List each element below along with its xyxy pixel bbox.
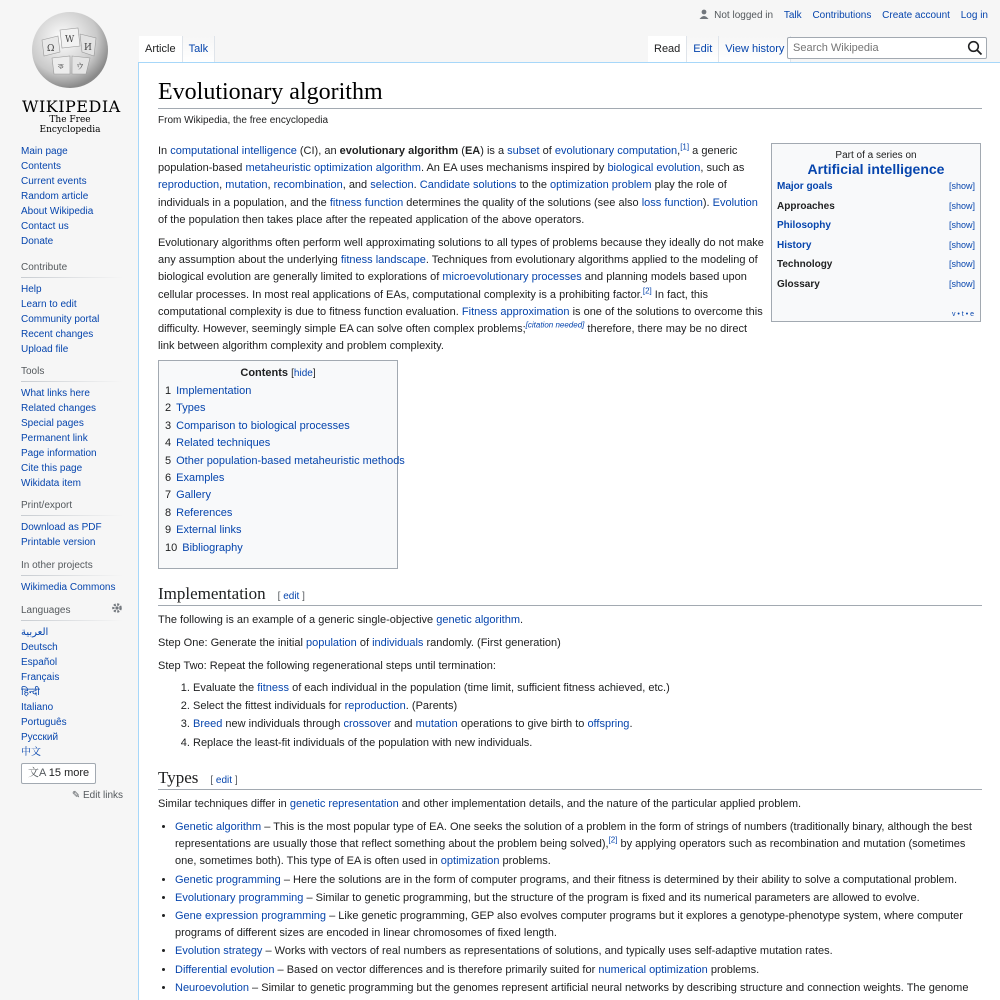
step-two: Step Two: Repeat the following regenerational steps until termination: <box>158 660 496 672</box>
not-logged-in-text: Not logged in <box>714 10 774 21</box>
tool-page-information[interactable]: Page information <box>21 448 97 459</box>
link-fitness[interactable]: fitness <box>257 682 290 694</box>
series-row-label[interactable]: Major goals <box>777 181 833 192</box>
series-row-philosophy[interactable] <box>777 220 975 240</box>
toc-item[interactable] <box>165 505 391 522</box>
link-differential-evolution[interactable]: Differential evolution <box>175 963 275 976</box>
sidebar <box>0 0 138 1000</box>
toc-link[interactable]: Gallery <box>176 489 211 502</box>
toc-item[interactable] <box>165 487 391 504</box>
projects-portal <box>21 558 123 595</box>
link-mutation[interactable]: mutation <box>225 179 268 192</box>
section-heading-implementation: Implementation [ edit ] <box>158 584 982 606</box>
list-item: • Genetic programming – Here the solutions are in the form of computer programs, and their fitness is determined by their ability to solve a computational problem. <box>175 872 983 889</box>
nav-contents[interactable]: Contents <box>21 161 62 172</box>
link-fitness-function[interactable]: fitness function <box>329 196 404 209</box>
project-wikimedia-commons[interactable]: Wikimedia Commons <box>21 582 116 593</box>
series-pretitle: Part of a series on <box>835 150 917 161</box>
ai-series-sidebox <box>771 143 981 322</box>
series-row-glossary[interactable] <box>777 279 975 299</box>
toc-number: 7 <box>165 489 172 502</box>
pencil-icon: ✎ <box>71 790 81 801</box>
table-of-contents <box>158 360 405 569</box>
link-loss-function[interactable]: loss function <box>641 196 703 209</box>
series-row-label: Approaches <box>777 200 835 212</box>
nav-help[interactable]: Help <box>21 284 42 295</box>
link-candidate-solutions[interactable]: Candidate solutions <box>419 179 517 192</box>
search-box <box>787 37 987 59</box>
list-item: • Evolutionary programming – Similar to genetic programming, but the structure of the program is fixed and its numerical parameters are allowed to evolve. <box>175 890 983 907</box>
series-row-history[interactable] <box>777 240 975 260</box>
namespace-tabs <box>139 36 215 62</box>
svg-text:W: W <box>65 35 75 45</box>
toc-link[interactable]: Examples <box>176 471 225 484</box>
link-computational-intelligence[interactable]: computational intelligence <box>170 145 297 157</box>
show-toggle[interactable]: [show] <box>948 200 975 211</box>
list-item: • Gene expression programming – Like genetic programming, GEP also evolves computer programs but it explores a genotype-phenotype system, where computer programs of different sizes are encoded in linear chromosomes of fixed length. <box>175 908 983 942</box>
nav-learn-to-edit[interactable]: Learn to edit <box>21 299 77 310</box>
log-in-link[interactable]: Log in <box>960 10 988 21</box>
step-one: Step One: Generate the initial population of individuals randomly. (First generation) <box>158 637 561 649</box>
types-list <box>159 819 983 998</box>
tools-heading: Tools <box>21 364 123 382</box>
edit-links-label: Edit links <box>82 790 123 801</box>
toc-link[interactable]: Comparison to biological processes <box>176 419 350 432</box>
link-numerical-optimization[interactable]: numerical optimization <box>598 963 708 976</box>
link-metaheuristic[interactable]: metaheuristic <box>245 162 311 175</box>
projects-heading: In other projects <box>21 558 123 576</box>
tab-article[interactable]: Article <box>139 36 183 62</box>
toc-link[interactable]: Other population-based metaheuristic methods <box>176 454 405 467</box>
more-languages-label: 15 more <box>48 767 90 779</box>
link-fitness-approximation[interactable]: Fitness approximation <box>461 305 570 318</box>
toc-item[interactable] <box>165 383 391 400</box>
link-reproduction-2[interactable]: reproduction <box>344 700 406 713</box>
list-item: • Differential evolution – Based on vector differences and is therefore primarily suited for numerical optimization problems. <box>175 962 983 979</box>
toc-number: 5 <box>165 454 172 467</box>
toc-number: 3 <box>165 419 172 432</box>
types-intro: Similar techniques differ in genetic representation and other implementation details, and the nature of the particular applied problem. <box>158 798 802 810</box>
print-heading: Print/export <box>21 498 123 516</box>
link-microevolutionary-processes[interactable]: microevolutionary processes <box>442 271 582 284</box>
toc-item[interactable] <box>165 522 391 539</box>
list-item: • Evolution strategy – Works with vectors of real numbers as representations of solutions, and typically uses self-adaptive mutation rates. <box>175 943 983 960</box>
series-row-label[interactable]: History <box>777 239 812 251</box>
toc-item[interactable] <box>165 540 391 557</box>
tool-wikidata-item[interactable]: Wikidata item <box>21 478 82 489</box>
list-item: 3. Breed new individuals through crossover and mutation operations to give birth to offspring. <box>193 715 670 733</box>
tab-edit[interactable]: Edit <box>687 36 719 62</box>
link-population[interactable]: population <box>305 637 357 649</box>
languages-heading <box>21 603 123 621</box>
section-heading-types: Types [ edit ] <box>158 768 982 790</box>
languages-portal <box>21 603 123 803</box>
show-toggle[interactable]: [show] <box>948 259 975 270</box>
translate-icon: 文A <box>28 767 46 779</box>
series-row-label[interactable]: Philosophy <box>777 220 831 232</box>
section-edit-link[interactable]: edit <box>215 775 233 786</box>
lang-arabic[interactable]: العربية <box>21 627 49 638</box>
lang-portugues[interactable]: Português <box>21 717 67 728</box>
lang-deutsch[interactable]: Deutsch <box>21 642 58 653</box>
toc-link[interactable]: Related techniques <box>176 437 271 450</box>
link-evolution[interactable]: Evolution <box>712 196 758 209</box>
section-title: Types <box>158 768 199 787</box>
citation-2b[interactable]: [2] <box>608 835 618 845</box>
link-evolutionary-computation[interactable]: evolutionary computation <box>554 145 678 157</box>
nav-main-page[interactable]: Main page <box>21 146 68 157</box>
nav-current-events[interactable]: Current events <box>21 176 87 187</box>
toc-link[interactable]: External links <box>176 524 242 537</box>
link-genetic-programming[interactable]: Genetic programming <box>175 873 281 886</box>
wikipedia-globe-icon <box>30 10 110 90</box>
link-optimization-algorithm[interactable]: optimization algorithm <box>313 162 421 175</box>
nav-contact[interactable]: Contact us <box>21 221 69 232</box>
toc-heading: Contents [hide] <box>240 367 316 379</box>
lead-paragraph-2: Evolutionary algorithms often perform well approximating solutions to all types of problems because they ideally do not make any assumption about the underlying fitness landscape. Techniques from evolutionary algorithms applied to the modeling of biological evolution are generally limited to explorations of microevolutionary processes and planning models based upon cellular processes. In most real applications of EAs, computational complexity is a prohibiting factor.[2] In fact, this computational complexity is due to fitness function evaluation. Fitness approximation is one of the solutions to overcome this difficulty. However, seemingly simple EA can solve often complex problems;[citation needed] therefore, there may be no direct link between algorithm complexity and problem complexity. <box>158 237 764 353</box>
series-row-technology[interactable] <box>777 259 975 279</box>
link-genetic-representation[interactable]: genetic representation <box>289 798 399 810</box>
show-toggle[interactable]: [show] <box>948 220 975 231</box>
link-breed[interactable]: Breed <box>193 718 223 731</box>
contributions-link[interactable]: Contributions <box>812 10 872 21</box>
show-toggle[interactable]: [show] <box>948 181 975 191</box>
link-crossover[interactable]: crossover <box>343 718 392 731</box>
link-gene-expression-programming[interactable]: Gene expression programming <box>175 910 327 923</box>
search-icon[interactable] <box>967 40 983 56</box>
toc-link[interactable]: Implementation <box>176 385 252 397</box>
nav-donate[interactable]: Donate <box>21 236 54 247</box>
link-evolutionary-programming[interactable]: Evolutionary programming <box>175 891 304 904</box>
toc-item[interactable] <box>165 418 391 435</box>
contribute-portal <box>21 260 123 357</box>
tool-related-changes[interactable]: Related changes <box>21 403 97 414</box>
svg-text:Ω: Ω <box>47 44 55 54</box>
toc-number: 4 <box>165 437 172 450</box>
show-toggle[interactable]: [show] <box>948 239 975 250</box>
toc-number: 2 <box>165 402 172 415</box>
tool-what-links-here[interactable]: What links here <box>21 388 90 399</box>
nav-community-portal[interactable]: Community portal <box>21 314 100 325</box>
toc-number: 1 <box>165 385 172 397</box>
toc-item[interactable] <box>165 400 391 417</box>
print-download-pdf[interactable]: Download as PDF <box>21 522 102 533</box>
link-neuroevolution[interactable]: Neuroevolution <box>175 981 249 994</box>
edit-links[interactable] <box>21 788 123 803</box>
tool-cite-this-page[interactable]: Cite this page <box>21 463 83 474</box>
list-item: 4. Replace the least-fit individuals of the population with new individuals. <box>193 734 670 752</box>
nav-upload-file[interactable]: Upload file <box>21 344 69 355</box>
section-edit-link[interactable]: edit <box>283 591 300 602</box>
toc-item[interactable] <box>165 435 391 452</box>
svg-text:ক: ক <box>58 62 64 71</box>
lang-chinese[interactable]: 中文 <box>21 747 41 758</box>
toc-link[interactable]: Bibliography <box>182 541 243 554</box>
link-reproduction[interactable]: reproduction <box>158 179 220 192</box>
show-toggle[interactable]: [show] <box>948 278 975 289</box>
languages-heading-text: Languages <box>21 605 71 616</box>
toc-item[interactable] <box>165 453 405 470</box>
toc-number: 10 <box>165 541 178 554</box>
series-row-label: Glossary <box>777 278 820 290</box>
link-genetic-algorithm[interactable]: genetic algorithm <box>436 614 520 626</box>
svg-text:И: И <box>84 43 92 53</box>
toc-item[interactable] <box>165 470 391 487</box>
list-item: • Genetic algorithm – This is the most popular type of EA. One seeks the solution of a problem in the form of strings of numbers (traditionally binary, although the best representations are usually those that reflect something about the problem being solved),[2] by applying operators such as recombination and mutation (sometimes one, sometimes both). This type of EA is often used in optimization problems. <box>175 819 983 871</box>
toc-number: 9 <box>165 524 172 537</box>
series-row-label: Technology <box>777 259 833 271</box>
link-mutation-2[interactable]: mutation <box>415 718 458 731</box>
regeneration-steps <box>161 679 670 752</box>
navigation-portal <box>21 144 123 249</box>
nav-recent-changes[interactable]: Recent changes <box>21 329 94 340</box>
list-item: 1. Evaluate the fitness of each individual in the population (time limit, sufficient fitness achieved, etc.) <box>193 679 670 697</box>
link-subset[interactable]: subset <box>507 145 540 157</box>
lang-hindi[interactable]: हिन्दी <box>21 687 40 698</box>
tools-portal <box>21 364 123 491</box>
print-portal <box>21 498 123 550</box>
more-languages-button[interactable] <box>21 763 96 784</box>
link-recombination[interactable]: recombination <box>273 179 343 192</box>
nav-random-article[interactable]: Random article <box>21 191 89 202</box>
toc-link[interactable]: Types <box>176 402 206 415</box>
tab-talk[interactable]: Talk <box>183 36 216 62</box>
link-optimization[interactable]: optimization <box>440 855 500 868</box>
series-row-approaches[interactable] <box>777 201 975 221</box>
link-fitness-landscape[interactable]: fitness landscape <box>340 254 426 267</box>
implementation-intro: The following is an example of a generic single-objective genetic algorithm. <box>158 614 524 626</box>
link-selection[interactable]: selection <box>370 179 414 192</box>
content-area <box>138 62 1000 1000</box>
search-input[interactable] <box>788 38 968 58</box>
lang-espanol[interactable]: Español <box>21 657 58 668</box>
link-optimization-problem[interactable]: optimization problem <box>550 179 652 192</box>
site-subtitle: From Wikipedia, the free encyclopedia <box>158 115 329 126</box>
talk-link[interactable]: Talk <box>783 10 802 21</box>
toc-hide-toggle[interactable]: hide <box>293 368 313 379</box>
print-printable-version[interactable]: Printable version <box>21 537 96 548</box>
tagline: The Free Encyclopedia <box>39 115 101 135</box>
nav-about[interactable]: About Wikipedia <box>21 206 94 217</box>
tool-permanent-link[interactable]: Permanent link <box>21 433 88 444</box>
toc-number: 8 <box>165 506 172 519</box>
lang-francais[interactable]: Français <box>21 672 60 683</box>
link-genetic-algorithm-type[interactable]: Genetic algorithm <box>175 821 262 833</box>
wikipedia-logo[interactable] <box>22 10 121 135</box>
series-title[interactable]: Artificial intelligence <box>807 161 945 177</box>
tab-view-history[interactable]: View history <box>719 36 791 62</box>
lang-russian[interactable]: Русский <box>21 732 59 743</box>
citation-needed[interactable]: [citation needed] <box>525 320 585 330</box>
section-title: Implementation <box>158 584 266 603</box>
contribute-heading: Contribute <box>21 260 123 278</box>
user-icon <box>699 9 709 19</box>
list-item: • Neuroevolution – Similar to genetic programming but the genomes represent artificial neural networks by describing structure and connection weights. The genome <box>175 980 983 997</box>
page-title: Evolutionary algorithm <box>158 79 982 109</box>
link-individuals[interactable]: individuals <box>372 637 424 649</box>
link-evolution-strategy[interactable]: Evolution strategy <box>175 945 263 958</box>
vte-links[interactable]: v • t • e <box>951 311 974 318</box>
list-item: 2. Select the fittest individuals for reproduction. (Parents) <box>193 697 670 715</box>
link-offspring[interactable]: offspring <box>587 718 630 731</box>
gear-icon[interactable] <box>111 602 123 614</box>
personal-tools <box>699 9 988 21</box>
create-account-link[interactable]: Create account <box>882 10 950 21</box>
link-biological-evolution[interactable]: biological evolution <box>607 162 701 175</box>
lang-italiano[interactable]: Italiano <box>21 702 54 713</box>
lead-paragraph-1: In computational intelligence (CI), an evolutionary algorithm (EA) is a subset of evolutionary computation,[1] a generic population-based metaheuristic optimization algorithm. An EA uses mechanisms inspired by biological evolution, such as reproduction, mutation, recombination, and selection. Candidate solutions to the optimization problem play the role of individuals in a population, and the fitness function determines the quality of the solutions (see also loss function). Evolution of the population then takes place after the repeated application of the above operators. <box>158 142 758 226</box>
toc-number: 6 <box>165 471 172 484</box>
toc-link[interactable]: References <box>176 506 233 519</box>
view-tabs <box>648 36 791 62</box>
wordmark: WIKIPEDIA <box>22 97 121 116</box>
citation-2[interactable]: [2] <box>642 285 652 295</box>
series-row-major-goals[interactable] <box>777 181 975 201</box>
tool-special-pages[interactable]: Special pages <box>21 418 84 429</box>
tab-read[interactable]: Read <box>648 36 687 62</box>
toc-title: Contents <box>240 367 289 379</box>
svg-text:ウ: ウ <box>76 62 84 71</box>
citation-1[interactable]: [1] <box>680 142 690 152</box>
